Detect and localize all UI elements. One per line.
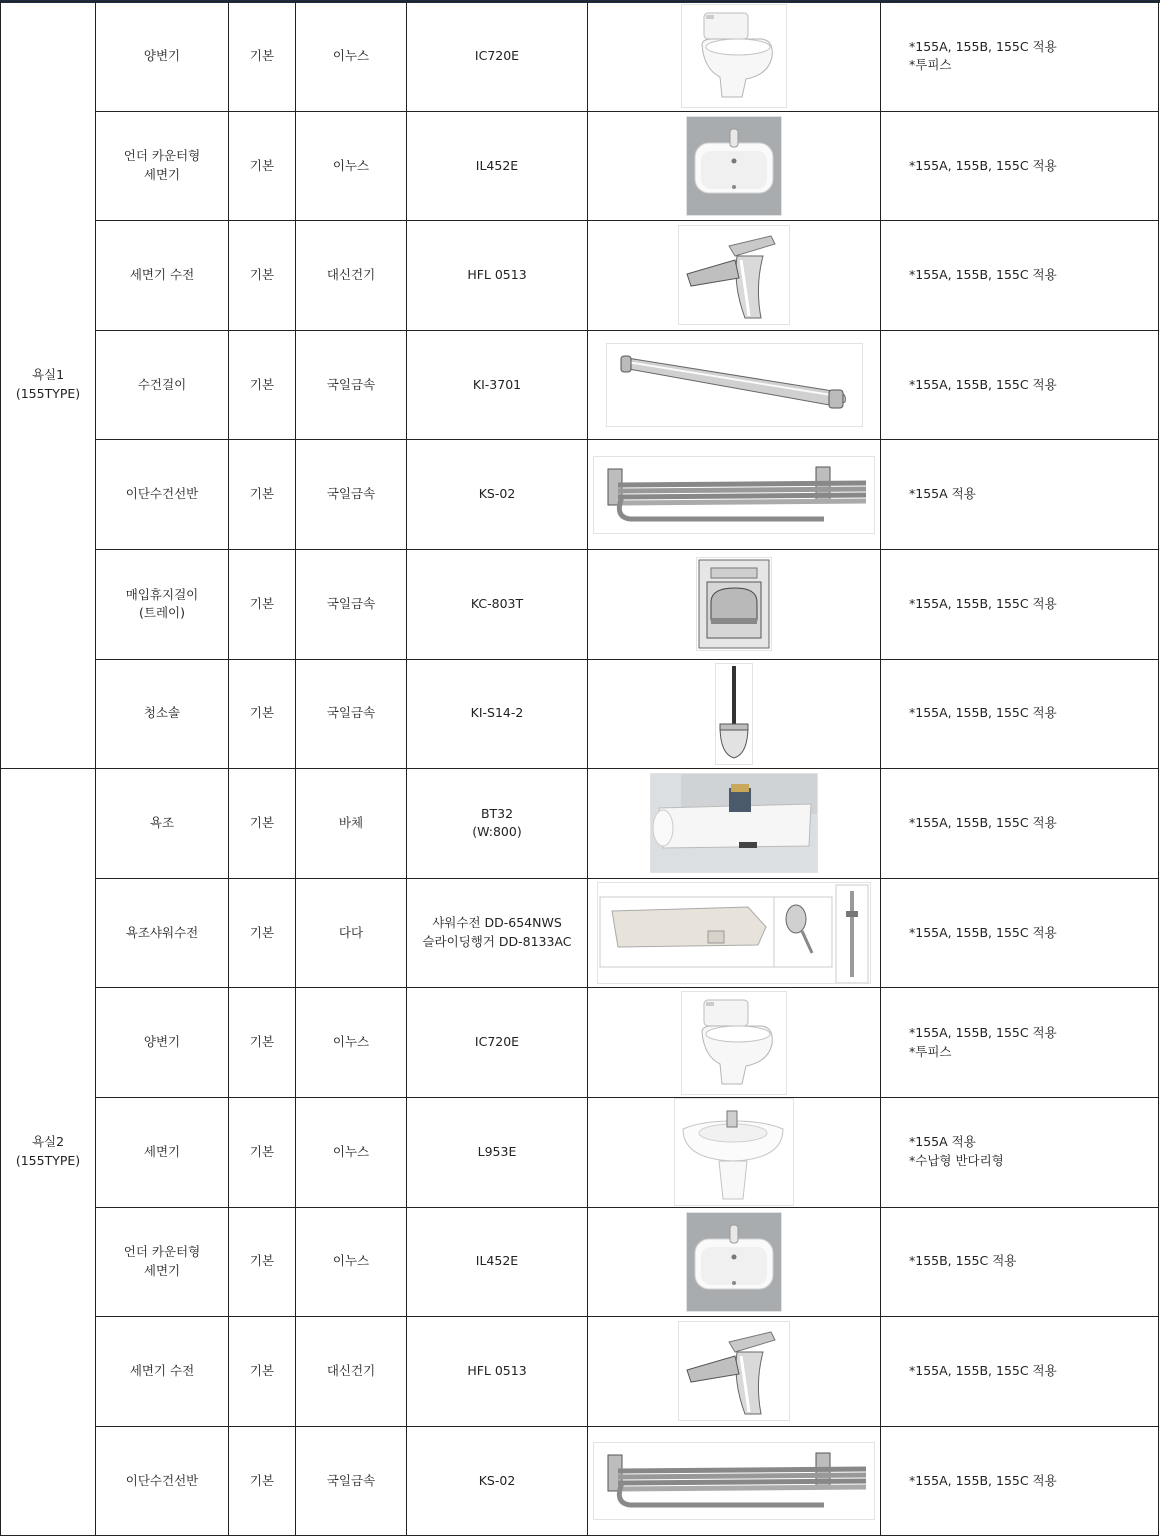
model-cell: KS-02 (407, 440, 588, 550)
shower-faucet-image (597, 882, 871, 984)
maker-cell: 이누스 (296, 1097, 407, 1207)
item-name-cell: 언더 카운터형 세면기 (96, 111, 229, 221)
product-image-cell (588, 988, 881, 1098)
product-image-cell (588, 769, 881, 879)
model-cell: IL452E (407, 1207, 588, 1317)
table-row (1, 330, 1159, 440)
note-cell: *155A, 155B, 155C 적용 (881, 111, 1159, 221)
item-name-cell: 세면기 (96, 1097, 229, 1207)
maker-cell: 국일금속 (296, 440, 407, 550)
item-name-cell: 이단수건선반 (96, 1426, 229, 1536)
table-row (1, 769, 1159, 879)
basin-faucet-image (678, 1321, 790, 1421)
grade-cell: 기본 (229, 549, 296, 659)
item-name-cell: 언더 카운터형 세면기 (96, 1207, 229, 1317)
grade-cell: 기본 (229, 1207, 296, 1317)
maker-cell: 국일금속 (296, 549, 407, 659)
pedestal-basin-image (674, 1098, 794, 1206)
item-name-cell: 세면기 수전 (96, 1317, 229, 1427)
grade-cell: 기본 (229, 111, 296, 221)
model-cell: KI-S14-2 (407, 659, 588, 769)
maker-cell: 국일금속 (296, 330, 407, 440)
model-cell: KS-02 (407, 1426, 588, 1536)
product-image-cell (588, 2, 881, 112)
note-cell: *155A 적용 (881, 440, 1159, 550)
product-image-cell (588, 1207, 881, 1317)
towel-shelf-image (593, 456, 875, 534)
fixture-spec-table (0, 1, 1159, 1536)
model-cell: KI-3701 (407, 330, 588, 440)
table-row (1, 111, 1159, 221)
note-cell: *155A, 155B, 155C 적용 (881, 878, 1159, 988)
model-cell: IC720E (407, 2, 588, 112)
basin-faucet-image (678, 225, 790, 325)
table-row (1, 1426, 1159, 1536)
model-cell: IL452E (407, 111, 588, 221)
product-image-cell (588, 878, 881, 988)
towel-bar-image (606, 343, 863, 427)
item-name-cell: 수건걸이 (96, 330, 229, 440)
undercounter-basin-image (686, 116, 782, 216)
model-cell: BT32 (W:800) (407, 769, 588, 879)
product-image-cell (588, 440, 881, 550)
maker-cell: 국일금속 (296, 659, 407, 769)
grade-cell: 기본 (229, 988, 296, 1098)
table-row (1, 1097, 1159, 1207)
grade-cell: 기본 (229, 221, 296, 331)
grade-cell: 기본 (229, 1097, 296, 1207)
table-row (1, 878, 1159, 988)
note-cell: *155A, 155B, 155C 적용 *투피스 (881, 2, 1159, 112)
item-name-cell: 세면기 수전 (96, 221, 229, 331)
item-name-cell: 양변기 (96, 988, 229, 1098)
maker-cell: 이누스 (296, 2, 407, 112)
maker-cell: 바체 (296, 769, 407, 879)
item-name-cell: 매입휴지걸이 (트레이) (96, 549, 229, 659)
bathtub-image (650, 773, 818, 873)
model-cell: 샤워수전 DD-654NWS 슬라이딩행거 DD-8133AC (407, 878, 588, 988)
product-image-cell (588, 221, 881, 331)
note-cell: *155A, 155B, 155C 적용 (881, 1426, 1159, 1536)
item-name-cell: 청소솔 (96, 659, 229, 769)
maker-cell: 이누스 (296, 988, 407, 1098)
model-cell: HFL 0513 (407, 1317, 588, 1427)
maker-cell: 이누스 (296, 111, 407, 221)
note-cell: *155A, 155B, 155C 적용 *투피스 (881, 988, 1159, 1098)
model-cell: KC-803T (407, 549, 588, 659)
table-row (1, 2, 1159, 112)
item-name-cell: 욕조 (96, 769, 229, 879)
model-cell: IC720E (407, 988, 588, 1098)
product-image-cell (588, 1317, 881, 1427)
product-image-cell (588, 549, 881, 659)
item-name-cell: 욕조샤워수전 (96, 878, 229, 988)
grade-cell: 기본 (229, 1317, 296, 1427)
maker-cell: 대신건기 (296, 1317, 407, 1427)
note-cell: *155A, 155B, 155C 적용 (881, 1317, 1159, 1427)
product-image-cell (588, 1426, 881, 1536)
table-row (1, 1317, 1159, 1427)
toilet-image (681, 991, 787, 1095)
item-name-cell: 이단수건선반 (96, 440, 229, 550)
note-cell: *155A, 155B, 155C 적용 (881, 330, 1159, 440)
product-image-cell (588, 1097, 881, 1207)
grade-cell: 기본 (229, 1426, 296, 1536)
table-row (1, 221, 1159, 331)
undercounter-basin-image (686, 1212, 782, 1312)
model-cell: HFL 0513 (407, 221, 588, 331)
maker-cell: 대신건기 (296, 221, 407, 331)
paper-holder-image (696, 557, 772, 651)
maker-cell: 국일금속 (296, 1426, 407, 1536)
grade-cell: 기본 (229, 440, 296, 550)
room-label: 욕실2 (155TYPE) (1, 769, 96, 1536)
table-row (1, 659, 1159, 769)
grade-cell: 기본 (229, 769, 296, 879)
product-image-cell (588, 330, 881, 440)
grade-cell: 기본 (229, 878, 296, 988)
table-row (1, 549, 1159, 659)
model-cell: L953E (407, 1097, 588, 1207)
room-label: 욕실1 (155TYPE) (1, 2, 96, 769)
note-cell: *155A, 155B, 155C 적용 (881, 549, 1159, 659)
maker-cell: 다다 (296, 878, 407, 988)
table-row (1, 440, 1159, 550)
product-image-cell (588, 659, 881, 769)
maker-cell: 이누스 (296, 1207, 407, 1317)
note-cell: *155B, 155C 적용 (881, 1207, 1159, 1317)
item-name-cell: 양변기 (96, 2, 229, 112)
towel-shelf-image (593, 1442, 875, 1520)
product-image-cell (588, 111, 881, 221)
note-cell: *155A, 155B, 155C 적용 (881, 221, 1159, 331)
grade-cell: 기본 (229, 330, 296, 440)
note-cell: *155A, 155B, 155C 적용 (881, 769, 1159, 879)
toilet-image (681, 4, 787, 108)
note-cell: *155A, 155B, 155C 적용 (881, 659, 1159, 769)
toilet-brush-image (715, 663, 753, 765)
table-row (1, 988, 1159, 1098)
note-cell: *155A 적용 *수납형 반다리형 (881, 1097, 1159, 1207)
grade-cell: 기본 (229, 659, 296, 769)
grade-cell: 기본 (229, 2, 296, 112)
table-row (1, 1207, 1159, 1317)
